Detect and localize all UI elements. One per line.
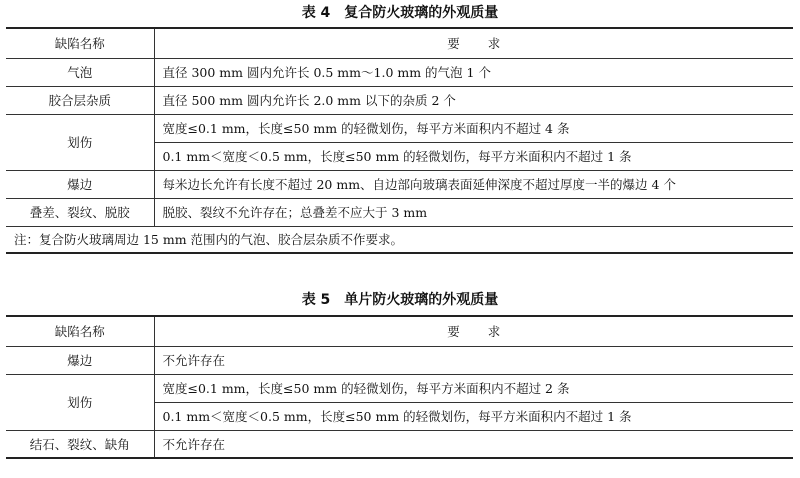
requirement-text: 直径 500 mm 圆内允许长 2.0 mm 以下的杂质 2 个 [154, 86, 793, 114]
requirement-text: 宽度≤0.1 mm，长度≤50 mm 的轻微划伤，每平方米面积内不超过 2 条 [154, 374, 793, 402]
table-row [6, 114, 793, 142]
table5-header-row [6, 316, 793, 346]
table4 [6, 27, 793, 254]
table4-note: 注：复合防火玻璃周边 15 mm 范围内的气泡、胶合层杂质不作要求。 [6, 226, 793, 253]
requirement-text: 每米边长允许有长度不超过 20 mm、自边部向玻璃表面延伸深度不超过厚度一半的爆边 4 个 [154, 170, 793, 198]
defect-name: 胶合层杂质 [6, 86, 154, 114]
table4-header-row [6, 28, 793, 58]
defect-name: 爆边 [6, 346, 154, 374]
requirement-text: 宽度≤0.1 mm，长度≤50 mm 的轻微划伤，每平方米面积内不超过 4 条 [154, 114, 793, 142]
requirement-text: 脱胶、裂纹不允许存在；总叠差不应大于 3 mm [154, 198, 793, 226]
table4-note-row [6, 226, 793, 253]
table5-caption: 表 5 单片防火玻璃的外观质量 [301, 292, 499, 308]
requirement-text: 0.1 mm＜宽度＜0.5 mm，长度≤50 mm 的轻微划伤，每平方米面积内不超过 1 条 [154, 402, 793, 430]
requirement-text: 直径 300 mm 圆内允许长 0.5 mm～1.0 mm 的气泡 1 个 [154, 58, 793, 86]
table-row [6, 170, 793, 198]
table4-header-requirement [154, 28, 793, 58]
table5-header-defect: 缺陷名称 [6, 316, 154, 346]
requirement-text: 0.1 mm＜宽度＜0.5 mm，长度≤50 mm 的轻微划伤，每平方米面积内不超过 1 条 [154, 142, 793, 170]
table4-header-req-a: 要 [447, 36, 460, 52]
table4-header-defect: 缺陷名称 [6, 28, 154, 58]
defect-name: 叠差、裂纹、脱胶 [6, 198, 154, 226]
table5-header-req-b: 求 [487, 324, 501, 340]
requirement-text: 不允许存在 [154, 346, 793, 374]
table-row [6, 430, 793, 458]
defect-name: 爆边 [6, 170, 154, 198]
defect-name: 结石、裂纹、缺角 [6, 430, 154, 458]
defect-name: 气泡 [6, 58, 154, 86]
requirement-text: 不允许存在 [154, 430, 793, 458]
defect-name: 划伤 [6, 114, 154, 170]
table-row [6, 86, 793, 114]
table-row [6, 346, 793, 374]
table5 [6, 315, 793, 459]
table4-header-req-b: 求 [487, 36, 501, 52]
table-row [6, 374, 793, 402]
table-row [6, 58, 793, 86]
defect-name: 划伤 [6, 374, 154, 430]
table-row [6, 198, 793, 226]
table5-header-req-a: 要 [447, 324, 460, 340]
table4-caption: 表 4 复合防火玻璃的外观质量 [301, 5, 499, 21]
table5-header-requirement [154, 316, 793, 346]
